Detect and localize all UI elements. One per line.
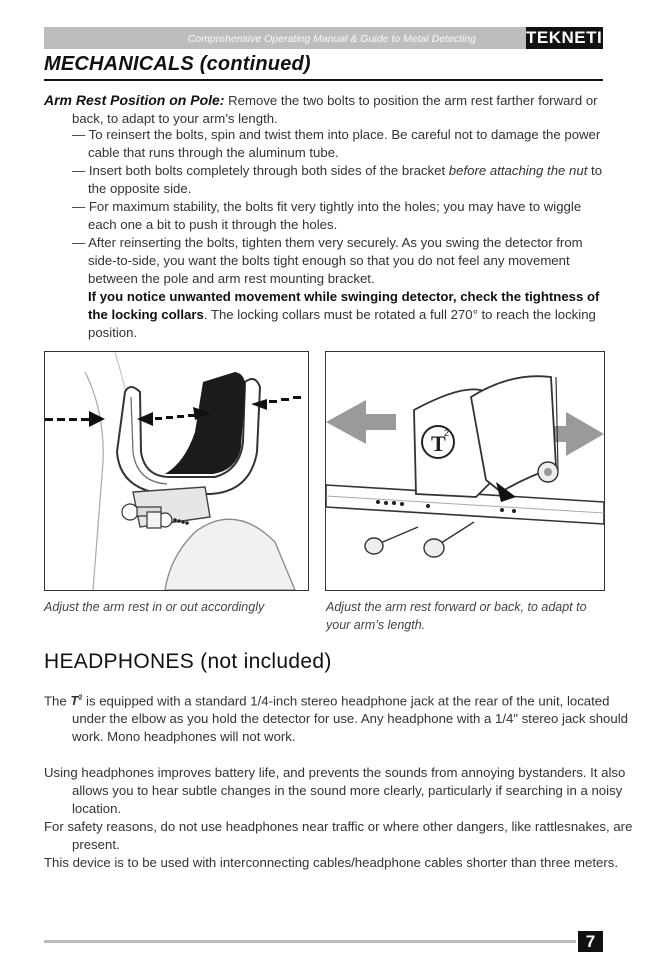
section-divider bbox=[44, 79, 603, 81]
model-name: T bbox=[70, 693, 79, 709]
section-title: MECHANICALS (continued) bbox=[44, 53, 311, 75]
arm-rest-top-view-drawing bbox=[326, 352, 604, 590]
logo-superscript: 2 bbox=[444, 428, 450, 438]
headphones-paragraph-3: For safety reasons, do not use headphones near traffic or where other dangers, like rattlesnakes, are present. bbox=[44, 819, 633, 852]
list-item-text-end: to the opposite side. bbox=[88, 163, 603, 196]
arm-rest-bullet-list bbox=[44, 126, 604, 342]
page-number: 7 bbox=[578, 931, 603, 952]
headphones-heading: HEADPHONES (not included) bbox=[44, 650, 332, 673]
headphones-paragraph-1 bbox=[44, 690, 637, 746]
list-item-emphasis: before attaching the nut bbox=[448, 163, 588, 178]
model-superscript: 2 bbox=[78, 695, 83, 702]
headphones-paragraph-4: This device is to be used with interconnecting cables/headphone cables shorter than three meters. bbox=[44, 855, 618, 870]
warning-note bbox=[44, 288, 604, 342]
arm-rest-intro-text: Remove the two bolts to position the arm rest farther forward or back, to adapt to your arm’s length. bbox=[72, 93, 598, 126]
arm-rest-side-view-drawing bbox=[45, 352, 308, 590]
paragraph-text: is equipped with a standard 1/4-inch stereo headphone jack at the rear of the unit, located under the elbow as you hold the detector for use. Any headphone with a 1/4" stereo jack should work. Mono headphones will not work. bbox=[72, 693, 628, 745]
headphones-paragraph-2: Using headphones improves battery life, and prevents the sounds from annoying bystanders. It also allows you to hear subtle changes in the sound more clearly, particularly if searching in a noisy location. bbox=[44, 765, 626, 816]
logo-letter: T bbox=[431, 431, 446, 456]
list-item: — For maximum stability, the bolts fit very tightly into the holes; you may have to wiggle each one a bit to push it through the holes. bbox=[72, 199, 582, 232]
left-figure-caption: Adjust the arm rest in or out accordingly bbox=[44, 600, 265, 614]
arm-rest-intro bbox=[44, 91, 604, 128]
list-item: — To reinsert the bolts, spin and twist them into place. Be careful not to damage the power cable that runs through the aluminum tube. bbox=[72, 127, 601, 160]
footer-divider bbox=[44, 940, 576, 943]
header-tagline: Comprehensive Operating Manual & Guide to Metal Detecting bbox=[187, 33, 476, 45]
list-item-text: — Insert both bolts completely through both sides of the bracket bbox=[72, 163, 446, 178]
arm-rest-in-out-illustration bbox=[44, 351, 309, 591]
brand-logo: TEKNETICS bbox=[526, 28, 627, 47]
arm-rest-forward-back-illustration bbox=[325, 351, 605, 591]
list-item: — After reinserting the bolts, tighten them very securely. As you swing the detector from side-to-side, you want the bolts tight enough so that you do not feel any movement between the pole and arm rest mounting bracket. bbox=[72, 235, 583, 286]
page-header bbox=[44, 27, 627, 49]
warning-text: . The locking collars must be rotated a full 270° to reach the locking position. bbox=[88, 307, 596, 340]
right-figure-caption: Adjust the arm rest forward or back, to adapt to your arm’s length. bbox=[326, 600, 587, 632]
list-item bbox=[44, 162, 604, 198]
arm-rest-heading: Arm Rest Position on Pole: bbox=[44, 92, 225, 108]
warning-bold-text: If you notice unwanted movement while swinging detector, check the tightness of the locking collars bbox=[88, 289, 600, 322]
paragraph-start: The bbox=[44, 693, 71, 709]
